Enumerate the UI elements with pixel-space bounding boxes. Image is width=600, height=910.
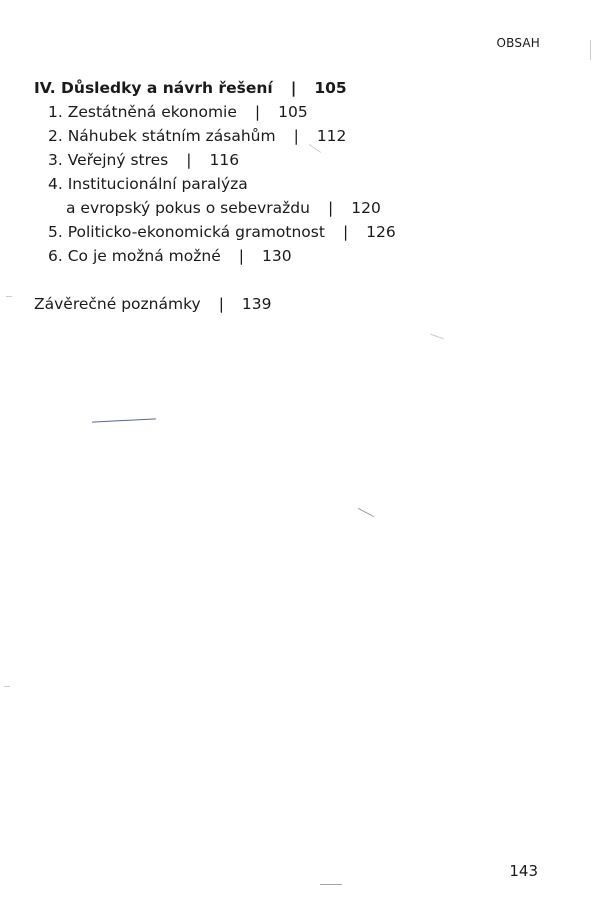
toc-page-number: 105	[278, 103, 308, 121]
toc-separator: |	[218, 295, 224, 313]
toc-separator: |	[238, 247, 244, 265]
toc-spacer	[34, 268, 554, 292]
folio-page-number: 143	[509, 862, 538, 880]
running-header: OBSAH	[496, 36, 540, 50]
toc-entry	[34, 220, 554, 244]
toc-separator: |	[342, 223, 349, 241]
toc-separator: |	[186, 151, 192, 169]
scan-pen-mark	[92, 418, 156, 422]
table-of-contents	[34, 76, 554, 316]
toc-part-heading	[34, 76, 554, 100]
toc-entry-title: 6. Co je možná možné	[48, 247, 221, 265]
scan-pen-mark	[358, 508, 374, 517]
toc-page-number: 139	[241, 295, 272, 313]
toc-part-title: IV. Důsledky a návrh řešení	[34, 79, 273, 97]
toc-page-number: 112	[316, 127, 347, 145]
toc-separator: |	[327, 199, 334, 217]
toc-entry-title: Závěrečné poznámky	[34, 295, 201, 313]
toc-separator: |	[290, 79, 297, 97]
scan-speck	[6, 296, 12, 297]
toc-entry	[34, 124, 554, 148]
scan-speck	[320, 884, 342, 885]
toc-entry	[34, 100, 554, 124]
toc-entry-continuation	[34, 196, 554, 220]
toc-separator: |	[293, 127, 299, 145]
toc-entry-title: 4. Institucionální paralýza	[48, 175, 248, 193]
toc-page-number: 116	[209, 151, 240, 169]
scan-speck	[430, 334, 443, 340]
scan-speck	[4, 686, 10, 687]
toc-separator: |	[254, 103, 261, 121]
toc-entry	[34, 244, 554, 268]
toc-entry-title: 1. Zestátněná ekonomie	[48, 103, 237, 121]
toc-entry	[34, 148, 554, 172]
toc-page-number: 130	[262, 247, 292, 265]
toc-closing-entry	[34, 292, 554, 316]
toc-page-number: 105	[314, 79, 347, 97]
toc-page-number: 120	[351, 199, 381, 217]
toc-entry-title-continued: a evropský pokus o sebevraždu	[66, 199, 310, 217]
toc-page-number: 126	[366, 223, 396, 241]
scan-speck	[590, 40, 591, 60]
toc-entry-title: 3. Veřejný stres	[48, 151, 169, 169]
toc-entry-title: 5. Politicko-ekonomická gramotnost	[48, 223, 325, 241]
toc-entry-title: 2. Náhubek státním zásahům	[48, 127, 276, 145]
toc-entry-first-line	[34, 172, 554, 196]
